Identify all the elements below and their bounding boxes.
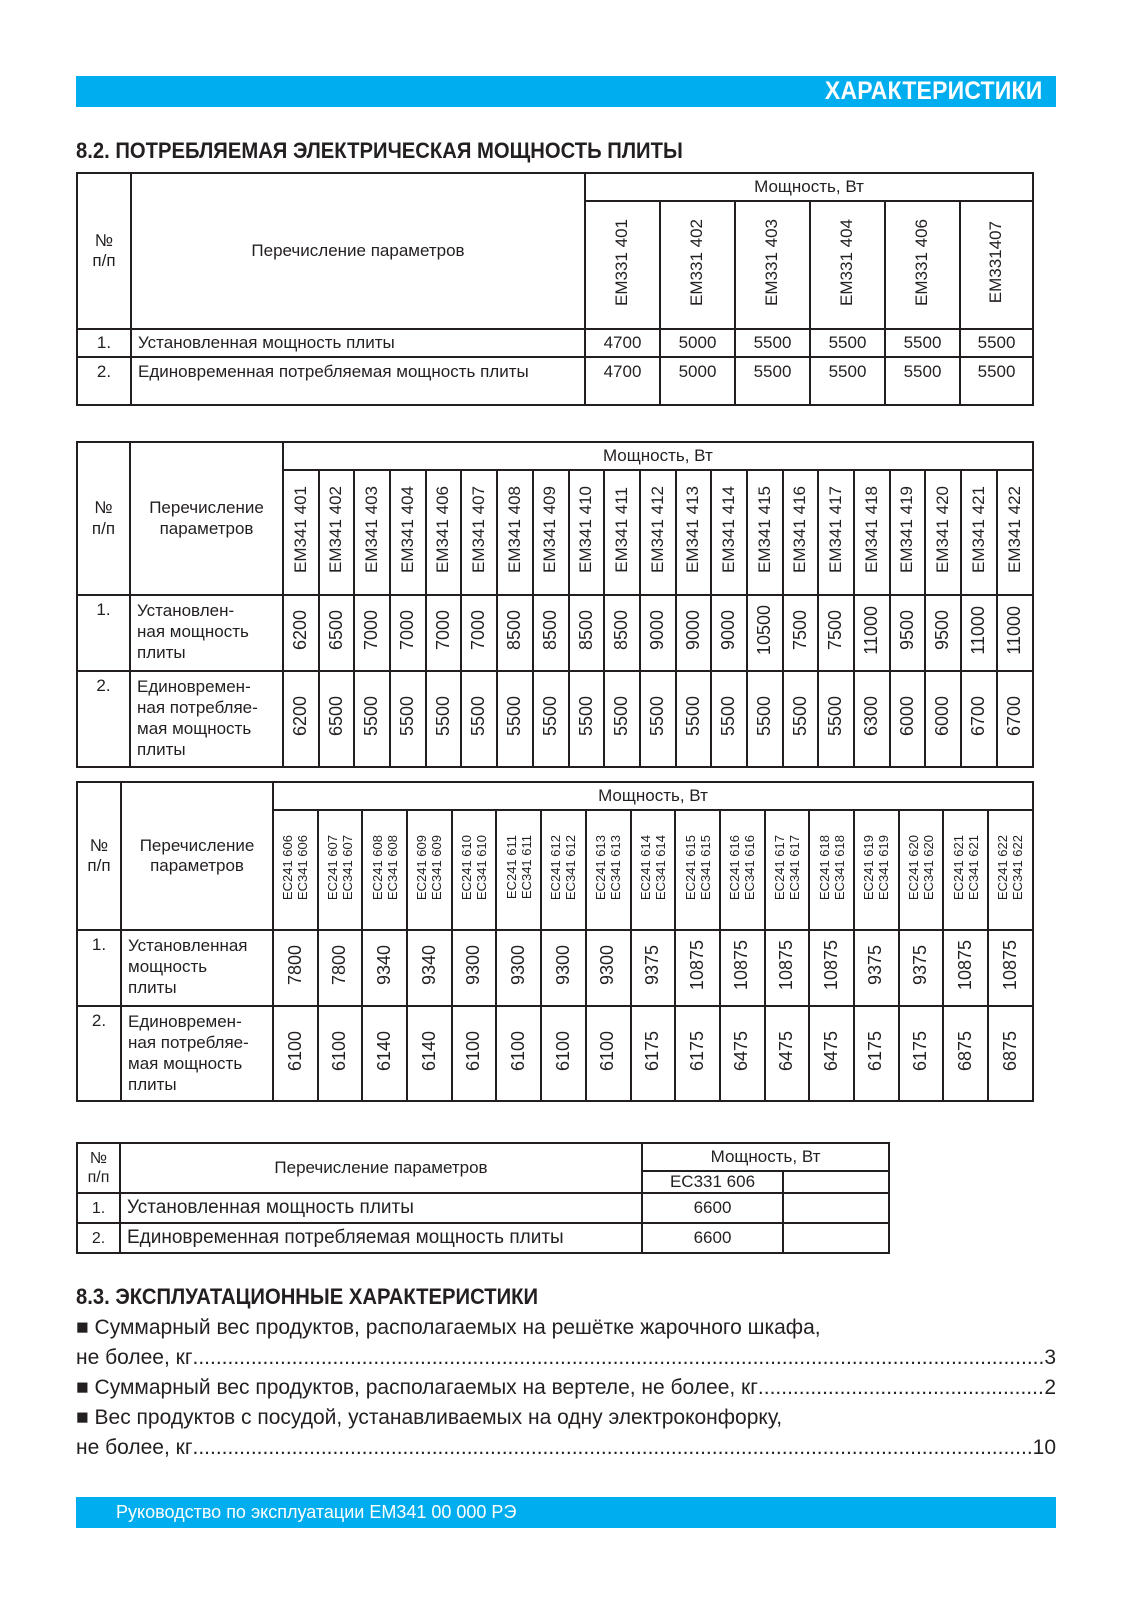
row-label: Единовремен- ная потребляе- мая мощность плиты bbox=[121, 1006, 273, 1101]
cell: 9000 bbox=[711, 595, 747, 671]
model-header: ЕМ341 401 bbox=[290, 486, 310, 574]
cell: 6100 bbox=[541, 1006, 586, 1101]
col-num-header: № п/п bbox=[77, 442, 130, 595]
cell: 7000 bbox=[354, 595, 390, 671]
cell: 9300 bbox=[586, 930, 631, 1006]
power-table-ec331 bbox=[76, 1142, 890, 1254]
cell: 6140 bbox=[362, 1006, 407, 1101]
cell: 5500 bbox=[354, 671, 390, 767]
model-header: ЕС241 617 ЕС341 617 bbox=[771, 834, 802, 900]
row-num: 1. bbox=[77, 595, 130, 671]
cell bbox=[783, 1193, 889, 1223]
power-group-header: Мощность, Вт bbox=[642, 1143, 889, 1171]
cell: 5500 bbox=[810, 357, 885, 405]
spec-value: 2 bbox=[1044, 1376, 1056, 1399]
row-num: 1. bbox=[77, 1193, 120, 1223]
cell: 7000 bbox=[461, 595, 497, 671]
row-label: Единовремен- ная потребляе- мая мощность плиты bbox=[130, 671, 283, 767]
cell: 10875 bbox=[943, 930, 988, 1006]
model-header: ЕМ341 414 bbox=[718, 486, 738, 574]
row-label: Установлен- ная мощность плиты bbox=[130, 595, 283, 671]
model-header: ЕМ341 422 bbox=[1004, 486, 1024, 574]
cell: 8500 bbox=[533, 595, 569, 671]
cell: 5500 bbox=[735, 357, 810, 405]
power-table-ec241-ec341 bbox=[76, 781, 1034, 1102]
cell: 10875 bbox=[720, 930, 765, 1006]
list-item: ■ Суммарный вес продуктов, располагаемых на вертеле, не более, кг ..... 2 bbox=[76, 1373, 1056, 1403]
model-header: ЕМ341 408 bbox=[504, 486, 524, 574]
row-num: 2. bbox=[77, 671, 130, 767]
cell: 9375 bbox=[899, 930, 944, 1006]
cell: 6200 bbox=[283, 671, 319, 767]
model-header: ЕМ341 418 bbox=[861, 486, 881, 574]
cell: 6500 bbox=[319, 671, 355, 767]
model-header: ЕС241 614 ЕС341 614 bbox=[637, 834, 668, 900]
cell: 6600 bbox=[642, 1223, 783, 1253]
cell: 9340 bbox=[407, 930, 452, 1006]
model-header: ЕМ341 412 bbox=[647, 486, 667, 574]
section-title: ХАРАКТЕРИСТИКИ bbox=[824, 77, 1042, 105]
model-header: ЕС241 611 ЕС341 611 bbox=[503, 835, 534, 900]
list-item-continuation: не более, кг ..... 10 bbox=[76, 1433, 1056, 1463]
cell: 6175 bbox=[854, 1006, 899, 1101]
cell: 11000 bbox=[997, 595, 1033, 671]
footer-doc-title: Руководство по эксплуатации ЕМ341 00 000 РЭ bbox=[116, 1502, 517, 1522]
cell: 5500 bbox=[604, 671, 640, 767]
model-header: ЕМ341 409 bbox=[540, 486, 560, 574]
header-bar bbox=[76, 76, 1056, 107]
model-header: ЕС241 618 ЕС341 618 bbox=[816, 834, 847, 900]
bullet-square-icon: ■ bbox=[76, 1376, 89, 1399]
section-8-3-heading: 8.3. ЭКСПЛУАТАЦИОННЫЕ ХАРАКТЕРИСТИКИ bbox=[76, 1284, 539, 1309]
table-row bbox=[77, 329, 1033, 357]
cell: 5500 bbox=[390, 671, 426, 767]
model-header: ЕМ331 403 bbox=[762, 218, 782, 306]
cell: 9375 bbox=[631, 930, 676, 1006]
cell: 11000 bbox=[961, 595, 997, 671]
cell: 5500 bbox=[497, 671, 533, 767]
model-header: ЕМ341 420 bbox=[933, 486, 953, 574]
row-label: Установленная мощность плиты bbox=[131, 329, 585, 357]
bullet-square-icon: ■ bbox=[76, 1316, 89, 1339]
cell: 7000 bbox=[390, 595, 426, 671]
cell: 6700 bbox=[997, 671, 1033, 767]
cell: 6700 bbox=[961, 671, 997, 767]
cell: 5500 bbox=[810, 329, 885, 357]
cell: 10875 bbox=[988, 930, 1033, 1006]
model-header: ЕС241 621 ЕС341 621 bbox=[950, 834, 981, 900]
table-row bbox=[77, 357, 1033, 405]
cell: 8500 bbox=[497, 595, 533, 671]
cell: 10875 bbox=[675, 930, 720, 1006]
row-num: 2. bbox=[77, 1223, 120, 1253]
cell: 5500 bbox=[885, 357, 960, 405]
cell: 6000 bbox=[925, 671, 961, 767]
cell: 11000 bbox=[854, 595, 890, 671]
cell: 5500 bbox=[711, 671, 747, 767]
bullet-square-icon: ■ bbox=[76, 1406, 89, 1429]
power-group-header: Мощность, Вт bbox=[283, 442, 1033, 470]
col-num-header: № п/п bbox=[77, 782, 121, 930]
cell: 9300 bbox=[496, 930, 541, 1006]
cell: 5500 bbox=[640, 671, 676, 767]
cell: 7800 bbox=[273, 930, 318, 1006]
cell: 5500 bbox=[960, 357, 1033, 405]
cell: 7800 bbox=[318, 930, 363, 1006]
page-number: 9 bbox=[1056, 1499, 1069, 1524]
model-header bbox=[783, 1171, 889, 1193]
model-header: ЕМ341 417 bbox=[825, 486, 845, 574]
cell: 10500 bbox=[747, 595, 783, 671]
row-label: Установленная мощность плиты bbox=[121, 930, 273, 1006]
footer-bar bbox=[76, 1497, 1069, 1528]
cell: 5500 bbox=[960, 329, 1033, 357]
model-header: ЕС241 607 ЕС341 607 bbox=[325, 834, 356, 900]
table-row bbox=[77, 1006, 1033, 1101]
cell: 7500 bbox=[818, 595, 854, 671]
model-header: ЕС241 622 ЕС341 622 bbox=[995, 834, 1026, 900]
model-header: ЕС241 609 ЕС341 609 bbox=[414, 834, 445, 900]
cell: 6175 bbox=[631, 1006, 676, 1101]
cell: 5500 bbox=[747, 671, 783, 767]
model-header: ЕМ341 411 bbox=[611, 486, 631, 573]
cell: 4700 bbox=[585, 329, 660, 357]
list-item: ■ Вес продуктов с посудой, устанавливаемых на одну электроконфорку, bbox=[76, 1403, 1056, 1433]
model-header: ЕМ341 419 bbox=[897, 486, 917, 574]
model-header: ЕМ341 416 bbox=[790, 486, 810, 574]
model-header: ЕС241 610 ЕС341 610 bbox=[459, 834, 490, 900]
spec-value: 10 bbox=[1032, 1436, 1056, 1459]
cell: 9300 bbox=[452, 930, 497, 1006]
model-header: ЕС241 612 ЕС341 612 bbox=[548, 834, 579, 900]
cell: 10875 bbox=[809, 930, 854, 1006]
model-header: ЕМ341 402 bbox=[326, 486, 346, 574]
col-param-header: Перечисление параметров bbox=[131, 173, 585, 329]
model-header: ЕМ341 421 bbox=[968, 486, 988, 574]
cell: 5500 bbox=[735, 329, 810, 357]
cell: 9500 bbox=[890, 595, 926, 671]
cell: 6175 bbox=[675, 1006, 720, 1101]
model-header: ЕМ341 407 bbox=[469, 486, 489, 574]
cell: 6175 bbox=[899, 1006, 944, 1101]
cell bbox=[783, 1223, 889, 1253]
cell: 8500 bbox=[569, 595, 605, 671]
model-header: ЕС331 606 bbox=[642, 1171, 783, 1193]
cell: 9340 bbox=[362, 930, 407, 1006]
model-header: ЕС241 620 ЕС341 620 bbox=[905, 834, 936, 900]
table-row bbox=[77, 930, 1033, 1006]
table-row bbox=[77, 1193, 889, 1223]
model-header: ЕМ331 402 bbox=[687, 218, 707, 306]
cell: 6475 bbox=[765, 1006, 810, 1101]
cell: 6100 bbox=[452, 1006, 497, 1101]
row-num: 1. bbox=[77, 930, 121, 1006]
power-table-em331 bbox=[76, 172, 1034, 406]
model-header: ЕМ341 413 bbox=[683, 486, 703, 574]
spec-value: 3 bbox=[1044, 1346, 1056, 1369]
row-label: Установленная мощность плиты bbox=[120, 1193, 642, 1223]
cell: 7000 bbox=[426, 595, 462, 671]
model-header: ЕМ341 415 bbox=[754, 486, 774, 574]
row-num: 2. bbox=[77, 357, 131, 405]
cell: 5000 bbox=[660, 329, 735, 357]
table-row bbox=[77, 671, 1033, 767]
model-header: ЕС241 613 ЕС341 613 bbox=[593, 834, 624, 900]
model-header: ЕС241 619 ЕС341 619 bbox=[861, 834, 892, 900]
operating-specs-list bbox=[76, 1313, 1056, 1463]
model-header: ЕМ331 406 bbox=[912, 218, 932, 306]
power-group-header: Мощность, Вт bbox=[585, 173, 1033, 201]
cell: 7500 bbox=[783, 595, 819, 671]
table-row bbox=[77, 595, 1033, 671]
col-num-header: № п/п bbox=[77, 173, 131, 329]
model-header: ЕМ331407 bbox=[986, 221, 1006, 304]
cell: 5500 bbox=[426, 671, 462, 767]
cell: 9000 bbox=[640, 595, 676, 671]
row-label: Единовременная потребляемая мощность плиты bbox=[120, 1223, 642, 1253]
model-header: ЕМ341 403 bbox=[362, 486, 382, 574]
model-header: ЕМ341 410 bbox=[576, 486, 596, 574]
cell: 6475 bbox=[720, 1006, 765, 1101]
cell: 5500 bbox=[818, 671, 854, 767]
cell: 6000 bbox=[890, 671, 926, 767]
row-label: Единовременная потребляемая мощность плиты bbox=[131, 357, 585, 405]
cell: 6100 bbox=[318, 1006, 363, 1101]
cell: 6875 bbox=[943, 1006, 988, 1101]
model-header: ЕМ331 401 bbox=[612, 218, 632, 306]
cell: 6500 bbox=[319, 595, 355, 671]
cell: 5500 bbox=[569, 671, 605, 767]
cell: 8500 bbox=[604, 595, 640, 671]
cell: 5500 bbox=[783, 671, 819, 767]
table-row bbox=[77, 1223, 889, 1253]
model-header: ЕС241 606 ЕС341 606 bbox=[280, 834, 311, 900]
row-num: 1. bbox=[77, 329, 131, 357]
cell: 9000 bbox=[676, 595, 712, 671]
cell: 6300 bbox=[854, 671, 890, 767]
cell: 6140 bbox=[407, 1006, 452, 1101]
cell: 6875 bbox=[988, 1006, 1033, 1101]
model-header: ЕС241 608 ЕС341 608 bbox=[369, 834, 400, 900]
list-item: ■ Суммарный вес продуктов, располагаемых на решётке жарочного шкафа, bbox=[76, 1313, 1056, 1343]
cell: 10875 bbox=[765, 930, 810, 1006]
cell: 5500 bbox=[533, 671, 569, 767]
cell: 6100 bbox=[496, 1006, 541, 1101]
model-header: ЕС241 616 ЕС341 616 bbox=[727, 834, 758, 900]
col-param-header: Перечисление параметров bbox=[120, 1143, 642, 1193]
model-header: ЕМ341 404 bbox=[397, 486, 417, 574]
row-num: 2. bbox=[77, 1006, 121, 1101]
col-param-header: Перечисление параметров bbox=[121, 782, 273, 930]
section-8-2-heading: 8.2. ПОТРЕБЛЯЕМАЯ ЭЛЕКТРИЧЕСКАЯ МОЩНОСТЬ ПЛИТЫ bbox=[76, 138, 683, 163]
model-header: ЕМ341 406 bbox=[433, 486, 453, 574]
cell: 9300 bbox=[541, 930, 586, 1006]
cell: 5500 bbox=[461, 671, 497, 767]
cell: 5500 bbox=[885, 329, 960, 357]
cell: 6200 bbox=[283, 595, 319, 671]
cell: 6100 bbox=[586, 1006, 631, 1101]
cell: 4700 bbox=[585, 357, 660, 405]
cell: 9500 bbox=[925, 595, 961, 671]
power-table-em341 bbox=[76, 441, 1034, 768]
col-param-header: Перечисление параметров bbox=[130, 442, 283, 595]
model-header: ЕМ331 404 bbox=[837, 218, 857, 306]
cell: 6100 bbox=[273, 1006, 318, 1101]
cell: 5000 bbox=[660, 357, 735, 405]
cell: 6475 bbox=[809, 1006, 854, 1101]
col-num-header: № п/п bbox=[77, 1143, 120, 1193]
model-header: ЕС241 615 ЕС341 615 bbox=[682, 834, 713, 900]
cell: 5500 bbox=[676, 671, 712, 767]
cell: 6600 bbox=[642, 1193, 783, 1223]
cell: 9375 bbox=[854, 930, 899, 1006]
power-group-header: Мощность, Вт bbox=[273, 782, 1033, 810]
list-item-continuation: не более, кг ..... 3 bbox=[76, 1343, 1056, 1373]
